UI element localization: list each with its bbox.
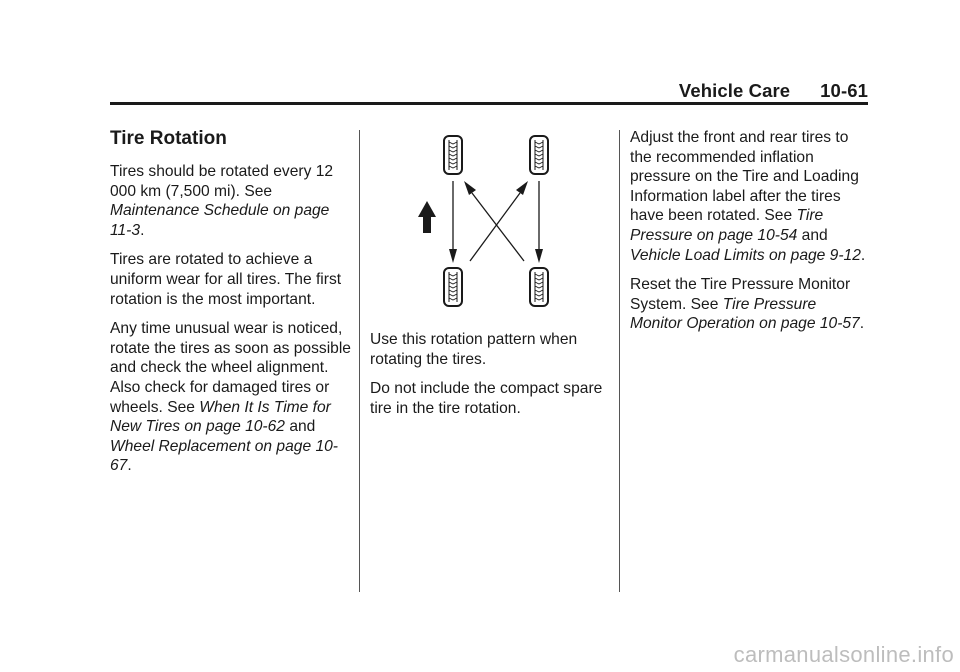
paragraph [110, 319, 355, 476]
rotation-arrow-icon [470, 181, 528, 261]
tire-icon [444, 136, 462, 174]
page-header [679, 80, 868, 102]
text: Any time unusual wear is noticed, rotate the tires as soon as possible and check the wheel alignment. Also check for damaged tires or wheels. See [110, 320, 351, 416]
header-rule [110, 102, 868, 105]
column-3 [630, 128, 870, 344]
text: . [860, 246, 866, 264]
tire-icon [530, 136, 548, 174]
text: . [859, 315, 865, 333]
cross-reference-link[interactable]: Tire Pressure Monitor Operation on page 10-57 [630, 295, 860, 333]
paragraph: Do not include the compact spare tire in the tire rotation. [370, 380, 603, 417]
column-1 [110, 128, 355, 486]
text: Adjust the front and rear tires to the recommended inflation pressure on the Tire and Loading Information label after the tires have been rotated. See [630, 129, 859, 225]
paragraph: Tires are rotated to achieve a uniform wear for all tires. The first rotation is the most important. [110, 251, 342, 308]
text: . [127, 457, 132, 475]
tire-icon [444, 268, 462, 306]
tire-icon [530, 268, 548, 306]
column-divider [619, 130, 620, 592]
cross-reference-link[interactable]: Tire Pressure on page 10-54 [630, 207, 824, 244]
text: and [289, 418, 316, 436]
paragraph: Use this rotation pattern when rotating the tires. [370, 331, 578, 368]
column-divider [359, 130, 360, 592]
cross-reference-link[interactable]: When It Is Time for New Tires on page 10-62 [110, 398, 331, 436]
cross-reference-link[interactable]: Maintenance Schedule on page 11-3 [110, 202, 330, 239]
forward-arrow-icon [418, 201, 436, 233]
text: and [801, 226, 828, 244]
page-number: 10-61 [820, 80, 868, 101]
text: Tires should be rotated every 12 000 km (7,500 mi). See [110, 163, 334, 200]
text: . [140, 221, 145, 239]
section-heading: Tire Rotation [110, 128, 227, 149]
tire-rotation-diagram [410, 133, 560, 313]
cross-reference-link[interactable]: Vehicle Load Limits on page 9-12 [630, 246, 861, 264]
watermark: carmanualsonline.info [733, 642, 954, 667]
rotation-arrow-icon [535, 181, 543, 263]
paragraph [110, 162, 355, 240]
section-title: Vehicle Care [678, 80, 791, 101]
paragraph [630, 275, 870, 334]
text: Reset the Tire Pressure Monitor System. See [630, 276, 851, 313]
rotation-arrow-icon [464, 181, 524, 261]
paragraph [630, 128, 870, 265]
column-2 [370, 330, 605, 428]
rotation-arrow-icon [449, 181, 457, 263]
cross-reference-link[interactable]: Wheel Replacement on page 10-67 [110, 437, 338, 475]
